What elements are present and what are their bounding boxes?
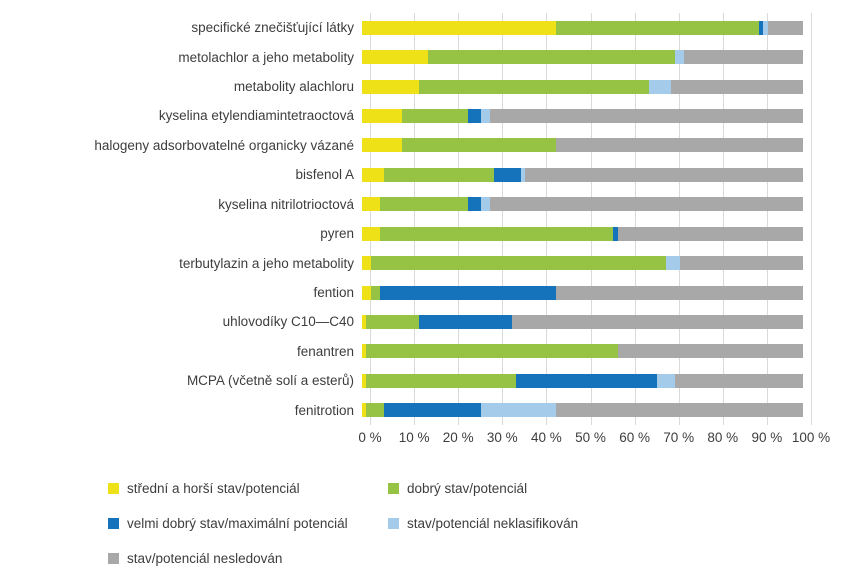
legend-label: velmi dobrý stav/maximální potenciál xyxy=(127,516,348,531)
legend-swatch xyxy=(108,518,119,529)
bar-segment xyxy=(556,21,759,35)
bar-segment xyxy=(362,286,371,300)
bar-segment xyxy=(512,315,803,329)
bar-segment xyxy=(362,197,380,211)
bar-segment xyxy=(666,256,679,270)
bar-track xyxy=(362,197,803,211)
chart-row xyxy=(0,248,811,277)
bar-segment xyxy=(362,168,384,182)
bar-track xyxy=(362,286,803,300)
category-label: fenantren xyxy=(296,343,354,359)
bar-segment xyxy=(371,256,666,270)
chart-row xyxy=(0,131,811,160)
bar-segment xyxy=(468,109,481,123)
legend-swatch xyxy=(388,483,399,494)
category-label: metolachlor a jeho metabolity xyxy=(178,49,354,65)
bar-track xyxy=(362,80,803,94)
x-tick-label: 60 % xyxy=(619,430,650,445)
bar-segment xyxy=(419,315,512,329)
bar-segment xyxy=(362,256,371,270)
legend xyxy=(108,481,578,566)
bar-segment xyxy=(490,197,803,211)
bar-segment xyxy=(366,315,419,329)
category-label: uhlovodíky C10—C40 xyxy=(222,314,354,330)
bar-segment xyxy=(419,80,648,94)
bar-segment xyxy=(362,50,428,64)
bar-segment xyxy=(362,109,402,123)
x-tick-label: 10 % xyxy=(398,430,430,445)
chart-row xyxy=(0,13,811,42)
bar-segment xyxy=(366,344,617,358)
category-label: bisfenol A xyxy=(295,167,354,183)
chart-row xyxy=(0,160,811,189)
bar-segment xyxy=(428,50,675,64)
legend-item xyxy=(108,551,388,566)
category-label: MCPA (včetně solí a esterů) xyxy=(186,373,354,389)
bar-track xyxy=(362,227,803,241)
bar-segment xyxy=(380,197,468,211)
bar-segment xyxy=(525,168,803,182)
bar-segment xyxy=(490,109,803,123)
bar-track xyxy=(362,50,803,64)
bar-track xyxy=(362,21,803,35)
bar-segment xyxy=(675,374,803,388)
bar-segment xyxy=(468,197,481,211)
bar-segment xyxy=(494,168,520,182)
legend-label: dobrý stav/potenciál xyxy=(407,481,528,496)
legend-label: stav/potenciál nesledován xyxy=(127,551,283,566)
bar-segment xyxy=(366,374,516,388)
bar-track xyxy=(362,374,803,388)
chart-row xyxy=(0,366,811,395)
bar-segment xyxy=(402,138,556,152)
category-label: terbutylazin a jeho metabolity xyxy=(179,255,354,271)
category-label: pyren xyxy=(320,226,354,242)
category-label: halogeny adsorbovatelné organicky vázané xyxy=(94,137,354,153)
bar-segment xyxy=(680,256,803,270)
bar-segment xyxy=(366,403,384,417)
bar-segment xyxy=(618,344,803,358)
bar-segment xyxy=(362,21,556,35)
bar-segment xyxy=(362,80,419,94)
category-label: kyselina nitrilotrioctová xyxy=(218,196,354,212)
category-label: fenitrotion xyxy=(294,402,354,418)
x-tick-label: 50 % xyxy=(575,430,606,445)
bar-track xyxy=(362,344,803,358)
bar-segment xyxy=(675,50,684,64)
legend-label: stav/potenciál neklasifikován xyxy=(407,516,579,531)
bar-segment xyxy=(481,109,490,123)
bar-segment xyxy=(618,227,803,241)
chart-row xyxy=(0,307,811,336)
chart-row xyxy=(0,395,811,424)
bar-segment xyxy=(371,286,380,300)
x-tick-label: 90 % xyxy=(751,430,783,445)
x-tick-label: 0 % xyxy=(358,430,382,445)
bar-segment xyxy=(402,109,468,123)
x-tick-label: 70 % xyxy=(663,430,695,445)
bar-segment xyxy=(556,138,803,152)
legend-item xyxy=(388,481,578,496)
bar-segment xyxy=(481,403,556,417)
bar-track xyxy=(362,138,803,152)
bar-segment xyxy=(384,168,494,182)
bar-segment xyxy=(649,80,671,94)
x-tick-label: 20 % xyxy=(442,430,474,445)
chart-row xyxy=(0,72,811,101)
chart-row xyxy=(0,42,811,71)
legend-item xyxy=(108,481,388,496)
legend-swatch xyxy=(388,518,399,529)
bar-segment xyxy=(671,80,803,94)
category-label: metabolity alachloru xyxy=(233,79,354,95)
x-tick-label: 30 % xyxy=(486,430,518,445)
bar-segment xyxy=(362,138,402,152)
legend-swatch xyxy=(108,553,119,564)
bar-segment xyxy=(516,374,657,388)
chart-row xyxy=(0,278,811,307)
chart-rows xyxy=(0,13,811,425)
bar-segment xyxy=(481,197,490,211)
bar-segment xyxy=(657,374,675,388)
bar-segment xyxy=(684,50,803,64)
bar-segment xyxy=(556,286,803,300)
category-label: specifické znečišťující látky xyxy=(191,20,354,36)
bar-track xyxy=(362,109,803,123)
bar-segment xyxy=(380,227,614,241)
bar-segment xyxy=(556,403,803,417)
x-axis xyxy=(358,430,831,448)
legend-label: střední a horší stav/potenciál xyxy=(127,481,300,496)
gridline xyxy=(811,13,812,425)
bar-segment xyxy=(384,403,481,417)
chart-row xyxy=(0,219,811,248)
bar-segment xyxy=(362,227,380,241)
chart-row xyxy=(0,337,811,366)
bar-segment xyxy=(380,286,556,300)
legend-swatch xyxy=(108,483,119,494)
x-tick-label: 80 % xyxy=(707,430,739,445)
bar-track xyxy=(362,168,803,182)
x-tick-label: 40 % xyxy=(531,430,562,445)
legend-item xyxy=(108,516,388,531)
bar-track xyxy=(362,256,803,270)
legend-item xyxy=(388,516,578,531)
category-label: kyselina etylendiamintetraoctová xyxy=(158,108,354,124)
bar-segment xyxy=(768,21,803,35)
category-label: fention xyxy=(313,285,354,300)
chart-row xyxy=(0,190,811,219)
bar-track xyxy=(362,315,803,329)
x-tick-label: 100 % xyxy=(791,430,831,445)
chart-row xyxy=(0,101,811,130)
bar-track xyxy=(362,403,803,417)
